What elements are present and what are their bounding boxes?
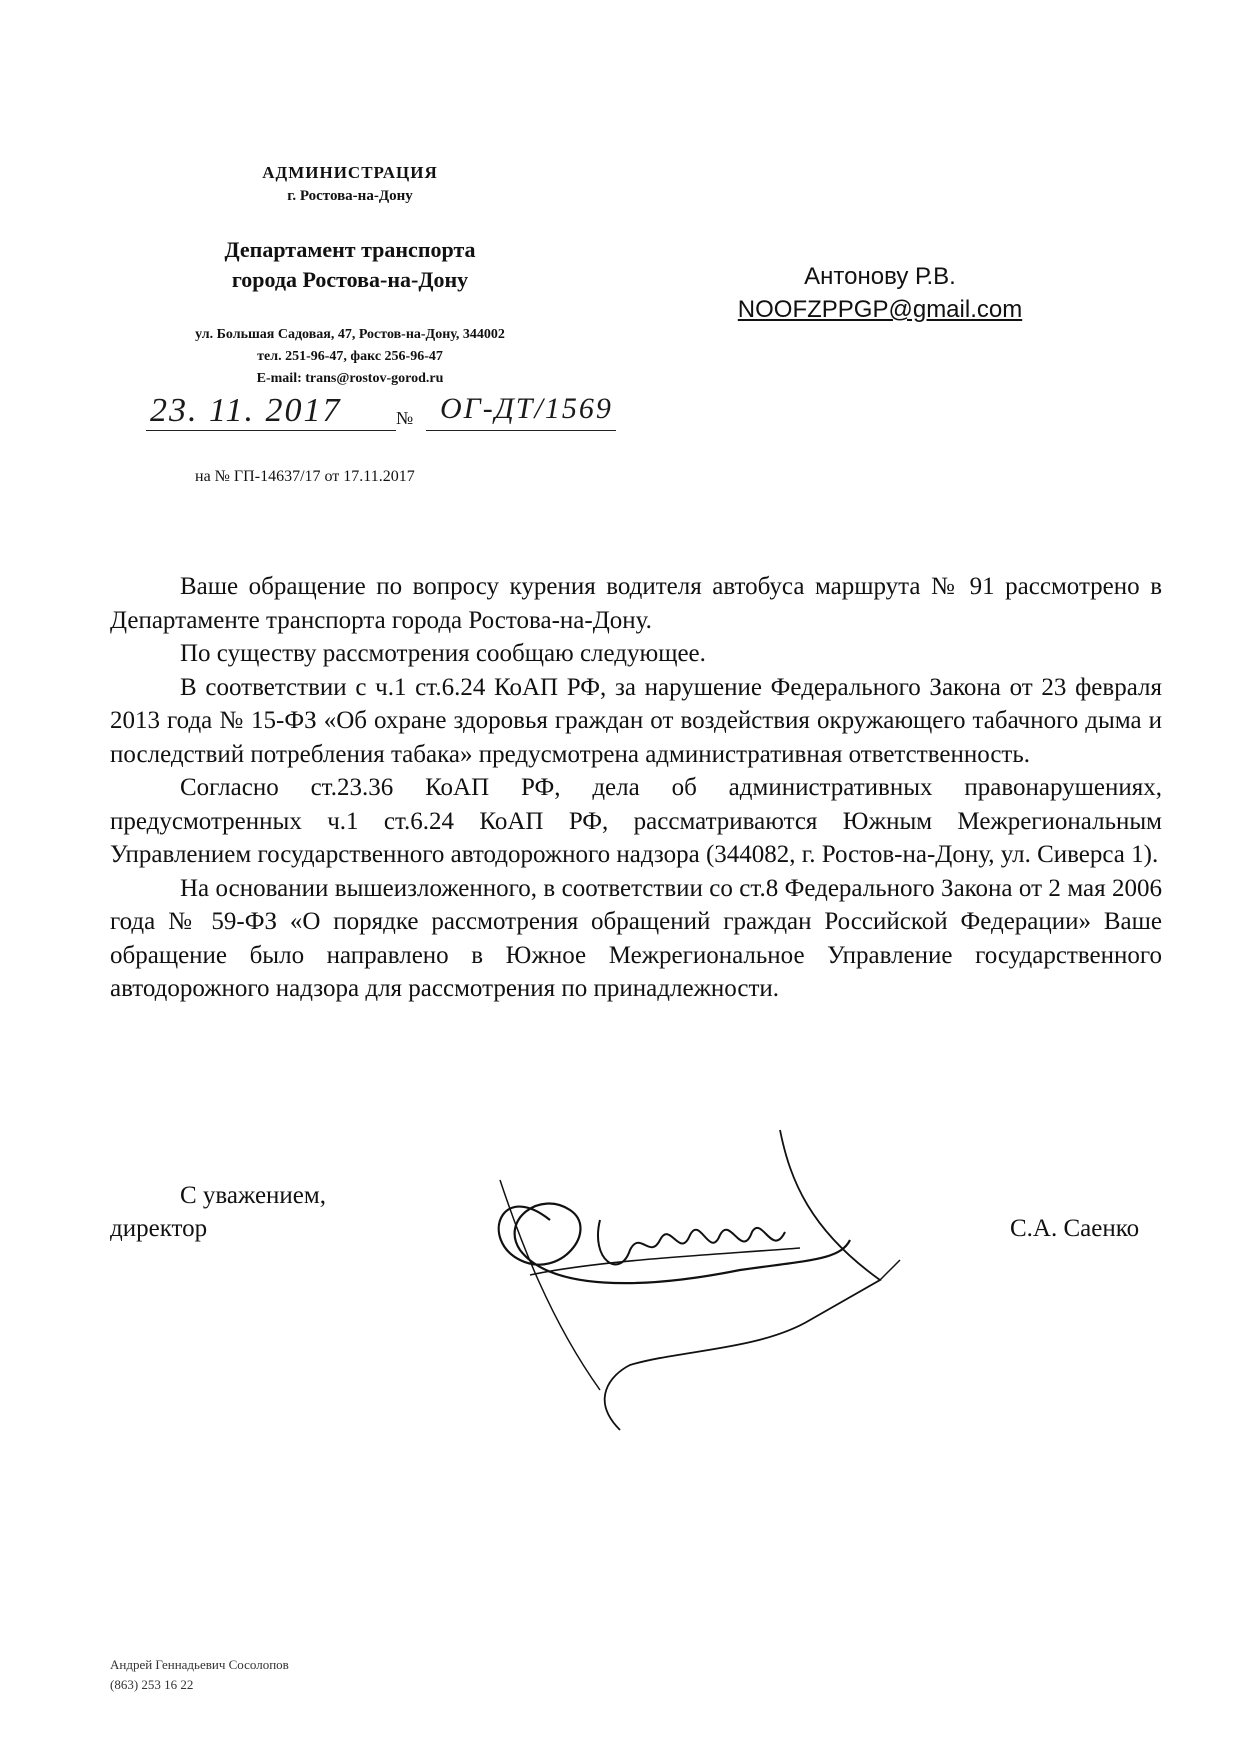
letterhead-phone: тел. 251-96-47, факс 256-96-47 [257,349,443,364]
body-paragraph-2: По существу рассмотрения сообщаю следующее. [180,640,706,667]
handwritten-number: ОГ-ДТ/1569 [440,392,613,425]
reference-line: на № ГП-14637/17 от 17.11.2017 [195,468,415,485]
date-underline [146,430,396,431]
body-paragraph-1: Ваше обращение по вопросу курения водителя автобуса маршрута № 91 рассмотрено в Департаменте транспорта города Ростова-на-Дону. [110,573,1162,634]
body-paragraph-4: Согласно ст.23.36 КоАП РФ, дела об административных правонарушениях, предусмотренных ч.1 ст.6.24 КоАП РФ, рассматриваются Южным Межрегиональным Управлением государственного автодорожного надзора (344082, г. Ростов-на-Дону, ул. Сиверса 1). [110,774,1162,868]
body-paragraph-5: На основании вышеизложенного, в соответствии со ст.8 Федерального Закона от 2 мая 2006 года № 59-ФЗ «О порядке рассмотрения обращений граждан Российской Федерации» Ваше обращение было направлено в Южное Межрегиональное Управление государственного автодорожного надзора для рассмотрения по принадлежности. [110,874,1162,1002]
letterhead-dept-line2: города Ростова-на-Дону [231,267,469,292]
signatory-name: С.А. Саенко [1010,1215,1140,1242]
closing-position: директор [110,1215,208,1242]
number-sign: № [396,408,414,428]
letterhead-admin: АДМИНИСТРАЦИЯ [262,163,438,182]
addressee-name: Антонову Р.В. [804,263,956,290]
handwritten-date: 23. 11. 2017 [150,392,342,429]
letterhead-email: E-mail: trans@rostov-gorod.ru [256,371,444,386]
letter-body [110,570,1162,1006]
letterhead-city: г. Ростова-на-Дону [287,188,413,204]
body-paragraph-3: В соответствии с ч.1 ст.6.24 КоАП РФ, за нарушение Федерального Закона от 23 февраля 2013 года № 15-ФЗ «Об охране здоровья граждан от воздействия окружающего табачного дыма и последствий потребления табака» предусмотрена административная ответственность. [110,673,1162,768]
executor-phone: (863) 253 16 22 [110,1677,194,1692]
handwritten-signature [480,1120,980,1440]
letterhead-dept-line1: Департамент транспорта [224,237,476,262]
letterhead-address: ул. Большая Садовая, 47, Ростов-на-Дону, 344002 [195,327,505,342]
number-underline [426,430,616,431]
executor-name: Андрей Геннадьевич Сосолопов [110,1657,289,1672]
closing-regards: С уважением, [180,1182,326,1209]
addressee-email[interactable]: NOOFZPPGP@gmail.com [737,296,1023,323]
